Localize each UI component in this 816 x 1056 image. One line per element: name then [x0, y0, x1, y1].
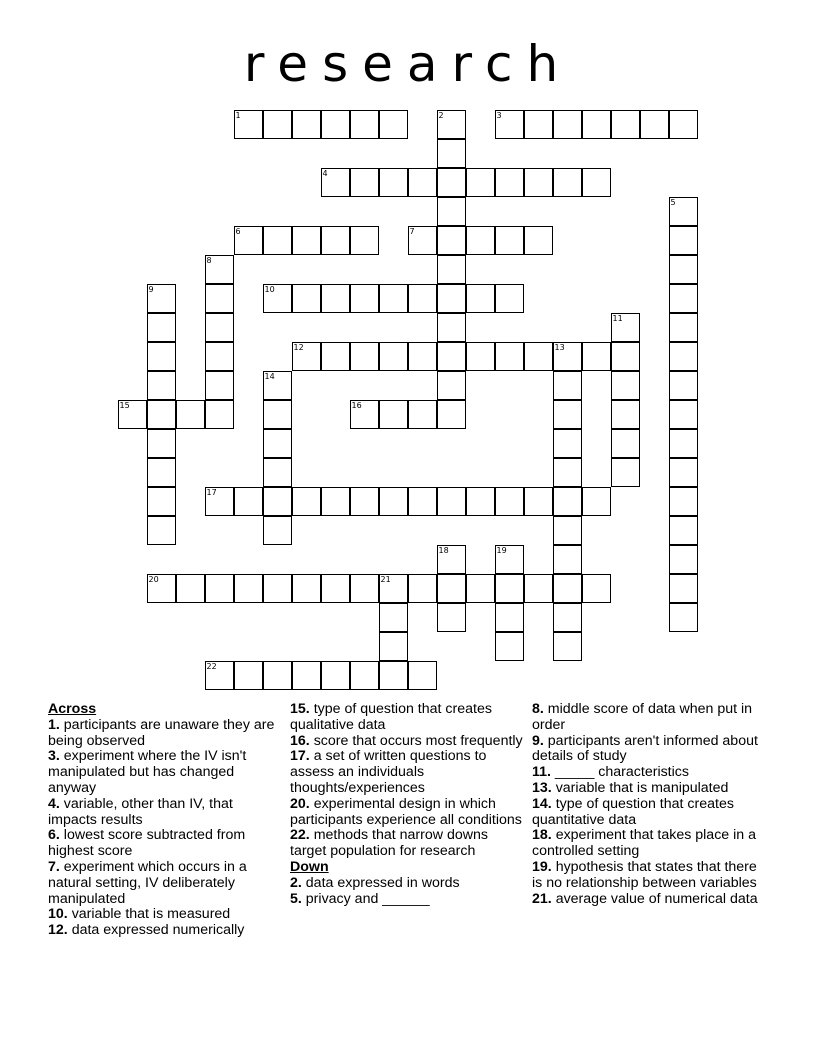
grid-cell[interactable] [147, 487, 176, 516]
grid-cell[interactable] [263, 661, 292, 690]
grid-cell[interactable] [350, 284, 379, 313]
grid-cell[interactable] [669, 371, 698, 400]
grid-cell[interactable] [553, 342, 582, 371]
grid-cell[interactable] [234, 110, 263, 139]
grid-cell[interactable] [582, 110, 611, 139]
grid-cell[interactable] [553, 574, 582, 603]
clue-down-19: 19. hypothesis that states that there is no relationship between variables [532, 858, 757, 891]
grid-cell[interactable] [437, 371, 466, 400]
clue-across-22: 22. methods that narrow downs target population for research [290, 827, 488, 860]
grid-cell[interactable] [582, 168, 611, 197]
grid-cell[interactable] [205, 574, 234, 603]
clue-number: 7 [409, 226, 415, 236]
grid-cell[interactable] [147, 371, 176, 400]
grid-cell[interactable] [379, 487, 408, 516]
clue-across-6: 6. lowest score subtracted from highest score [48, 827, 246, 860]
grid-cell[interactable] [205, 487, 234, 516]
grid-cell[interactable] [350, 487, 379, 516]
grid-cell[interactable] [437, 400, 466, 429]
grid-cell[interactable] [379, 400, 408, 429]
grid-cell[interactable] [495, 574, 524, 603]
grid-cell[interactable] [669, 487, 698, 516]
grid-cell[interactable] [234, 574, 263, 603]
clue-number: 5 [670, 197, 676, 207]
grid-cell[interactable] [495, 342, 524, 371]
grid-cell[interactable] [350, 342, 379, 371]
grid-cell[interactable] [495, 226, 524, 255]
grid-cell[interactable] [611, 429, 640, 458]
grid-cell[interactable] [234, 487, 263, 516]
grid-cell[interactable] [582, 342, 611, 371]
grid-cell[interactable] [205, 284, 234, 313]
grid-cell[interactable] [466, 342, 495, 371]
grid-cell[interactable] [147, 313, 176, 342]
grid-cell[interactable] [176, 574, 205, 603]
grid-cell[interactable] [553, 545, 582, 574]
grid-cell[interactable] [437, 574, 466, 603]
grid-cell[interactable] [466, 284, 495, 313]
grid-cell[interactable] [408, 487, 437, 516]
down-heading: Down [290, 858, 329, 875]
grid-cell[interactable] [234, 226, 263, 255]
clue-across-10: 10. variable that is measured [48, 906, 231, 923]
grid-cell[interactable] [147, 429, 176, 458]
grid-cell[interactable] [437, 313, 466, 342]
grid-cell[interactable] [205, 313, 234, 342]
grid-cell[interactable] [379, 632, 408, 661]
grid-cell[interactable] [350, 168, 379, 197]
clue-number: 17 [206, 487, 217, 497]
grid-cell[interactable] [379, 342, 408, 371]
grid-cell[interactable] [640, 110, 669, 139]
clue-number: 12 [293, 342, 304, 352]
grid-cell[interactable] [350, 574, 379, 603]
grid-cell[interactable] [437, 168, 466, 197]
clue-across-7: 7. experiment which occurs in a natural setting, IV deliberately manipulated [48, 858, 247, 907]
grid-cell[interactable] [292, 226, 321, 255]
across-heading: Across [48, 701, 97, 717]
grid-cell[interactable] [321, 487, 350, 516]
grid-cell[interactable] [669, 574, 698, 603]
grid-cell[interactable] [263, 516, 292, 545]
clue-across-16: 16. score that occurs most frequently [290, 732, 523, 749]
grid-cell[interactable] [437, 139, 466, 168]
grid-cell[interactable] [263, 371, 292, 400]
grid-cell[interactable] [524, 226, 553, 255]
grid-cell[interactable] [553, 632, 582, 661]
grid-cell[interactable] [466, 574, 495, 603]
grid-cell[interactable] [321, 168, 350, 197]
clue-across-17: 17. a set of written questions to assess an individuals thoughts/experiences [290, 748, 487, 796]
grid-cell[interactable] [205, 661, 234, 690]
clue-number: 4 [322, 168, 328, 178]
clue-across-1: 1. participants are unaware they are being observed [48, 716, 275, 749]
grid-cell[interactable] [611, 313, 640, 342]
clues-column-3 [532, 702, 770, 907]
clue-number: 2 [438, 110, 444, 120]
grid-cell[interactable] [379, 603, 408, 632]
grid-cell[interactable] [553, 429, 582, 458]
grid-cell[interactable] [669, 110, 698, 139]
grid-cell[interactable] [669, 516, 698, 545]
grid-cell[interactable] [553, 603, 582, 632]
grid-cell[interactable] [408, 574, 437, 603]
grid-cell[interactable] [437, 197, 466, 226]
grid-cell[interactable] [205, 400, 234, 429]
grid-cell[interactable] [263, 458, 292, 487]
clue-number: 14 [264, 371, 275, 381]
grid-cell[interactable] [553, 487, 582, 516]
puzzle-title: research [243, 35, 573, 93]
grid-cell[interactable] [437, 342, 466, 371]
clue-number: 19 [496, 545, 507, 555]
grid-cell[interactable] [437, 110, 466, 139]
grid-cell[interactable] [466, 487, 495, 516]
grid-cell[interactable] [292, 487, 321, 516]
grid-cell[interactable] [205, 255, 234, 284]
grid-cell[interactable] [234, 661, 263, 690]
grid-cell[interactable] [263, 284, 292, 313]
grid-cell[interactable] [147, 458, 176, 487]
grid-cell[interactable] [321, 226, 350, 255]
grid-cell[interactable] [495, 284, 524, 313]
grid-cell[interactable] [292, 574, 321, 603]
clue-number: 13 [554, 342, 565, 352]
grid-cell[interactable] [437, 284, 466, 313]
clue-number: 11 [612, 313, 623, 323]
grid-cell[interactable] [408, 226, 437, 255]
grid-cell[interactable] [321, 342, 350, 371]
grid-cell[interactable] [292, 342, 321, 371]
clue-number: 20 [148, 574, 159, 584]
grid-cell[interactable] [321, 110, 350, 139]
grid-cell[interactable] [263, 429, 292, 458]
clue-down-2: 2. data expressed in words [290, 874, 460, 891]
grid-cell[interactable] [553, 400, 582, 429]
grid-cell[interactable] [582, 487, 611, 516]
grid-cell[interactable] [524, 168, 553, 197]
clue-down-18: 18. experiment that takes place in a controlled setting [532, 827, 757, 860]
grid-cell[interactable] [205, 342, 234, 371]
clue-across-15: 15. type of question that creates qualitative data [290, 701, 492, 733]
clue-number: 10 [264, 284, 275, 294]
clue-number: 15 [119, 400, 130, 410]
grid-cell[interactable] [379, 661, 408, 690]
clue-number: 21 [380, 574, 391, 584]
clue-down-14: 14. type of question that creates quantitative data [532, 795, 734, 828]
grid-cell[interactable] [292, 661, 321, 690]
grid-cell[interactable] [669, 400, 698, 429]
grid-cell[interactable] [669, 342, 698, 371]
grid-cell[interactable] [611, 458, 640, 487]
grid-cell[interactable] [495, 545, 524, 574]
grid-cell[interactable] [147, 516, 176, 545]
grid-cell[interactable] [408, 400, 437, 429]
grid-cell[interactable] [669, 197, 698, 226]
clues-column-1 [48, 702, 280, 939]
clue-down-5: 5. privacy and ______ [290, 890, 430, 907]
grid-cell[interactable] [321, 661, 350, 690]
clue-number: 18 [438, 545, 449, 555]
grid-cell[interactable] [408, 168, 437, 197]
clue-number: 16 [351, 400, 362, 410]
grid-cell[interactable] [553, 516, 582, 545]
grid-cell[interactable] [147, 284, 176, 313]
grid-cell[interactable] [437, 255, 466, 284]
grid-cell[interactable] [669, 458, 698, 487]
grid-cell[interactable] [379, 284, 408, 313]
clue-number: 3 [496, 110, 502, 120]
clue-number: 8 [206, 255, 212, 265]
grid-cell[interactable] [582, 574, 611, 603]
grid-cell[interactable] [205, 371, 234, 400]
clue-number: 6 [235, 226, 241, 236]
grid-cell[interactable] [263, 487, 292, 516]
clue-across-20: 20. experimental design in which participants experience all conditions [290, 795, 522, 828]
grid-cell[interactable] [321, 284, 350, 313]
grid-cell[interactable] [379, 168, 408, 197]
grid-cell[interactable] [263, 226, 292, 255]
grid-cell[interactable] [437, 603, 466, 632]
grid-cell[interactable] [321, 574, 350, 603]
grid-cell[interactable] [147, 342, 176, 371]
grid-cell[interactable] [408, 284, 437, 313]
grid-cell[interactable] [669, 255, 698, 284]
grid-cell[interactable] [611, 342, 640, 371]
clue-down-13: 13. variable that is manipulated [532, 779, 729, 796]
grid-cell[interactable] [611, 110, 640, 139]
clue-down-9: 9. participants aren't informed about details of study [532, 732, 758, 765]
clue-down-8: 8. middle score of data when put in order [532, 701, 753, 733]
grid-cell[interactable] [437, 545, 466, 574]
grid-cell[interactable] [669, 226, 698, 255]
grid-cell[interactable] [495, 110, 524, 139]
grid-cell[interactable] [466, 168, 495, 197]
grid-cell[interactable] [350, 110, 379, 139]
grid-cell[interactable] [553, 458, 582, 487]
grid-cell[interactable] [350, 661, 379, 690]
clue-across-3: 3. experiment where the IV isn't manipulated but has changed anyway [48, 748, 247, 796]
grid-cell[interactable] [524, 342, 553, 371]
grid-cell[interactable] [495, 632, 524, 661]
clue-down-21: 21. average value of numerical data [532, 890, 758, 907]
grid-cell[interactable] [669, 603, 698, 632]
grid-cell[interactable] [263, 110, 292, 139]
clues-column-2 [290, 702, 528, 907]
grid-cell[interactable] [669, 313, 698, 342]
clue-across-12: 12. data expressed numerically [48, 922, 245, 939]
grid-cell[interactable] [263, 574, 292, 603]
grid-cell[interactable] [350, 226, 379, 255]
grid-cell[interactable] [669, 429, 698, 458]
clue-across-4: 4. variable, other than IV, that impacts results [48, 795, 233, 828]
grid-cell[interactable] [379, 574, 408, 603]
clue-number: 22 [206, 661, 217, 671]
clue-number: 1 [235, 110, 241, 120]
grid-cell[interactable] [408, 342, 437, 371]
grid-cell[interactable] [466, 226, 495, 255]
grid-cell[interactable] [147, 400, 176, 429]
grid-cell[interactable] [553, 371, 582, 400]
grid-cell[interactable] [611, 371, 640, 400]
grid-cell[interactable] [263, 400, 292, 429]
grid-cell[interactable] [408, 661, 437, 690]
grid-cell[interactable] [524, 574, 553, 603]
grid-cell[interactable] [292, 284, 321, 313]
grid-cell[interactable] [292, 110, 321, 139]
grid-cell[interactable] [611, 400, 640, 429]
grid-cell[interactable] [669, 545, 698, 574]
grid-cell[interactable] [147, 574, 176, 603]
grid-cell[interactable] [553, 110, 582, 139]
grid-cell[interactable] [350, 400, 379, 429]
grid-cell[interactable] [524, 487, 553, 516]
grid-cell[interactable] [669, 284, 698, 313]
clue-number: 9 [148, 284, 154, 294]
grid-cell[interactable] [437, 226, 466, 255]
clue-down-11: 11. _____ characteristics [532, 764, 689, 781]
grid-cell[interactable] [524, 110, 553, 139]
grid-cell[interactable] [495, 487, 524, 516]
grid-cell[interactable] [437, 487, 466, 516]
grid-cell[interactable] [495, 168, 524, 197]
grid-cell[interactable] [118, 400, 147, 429]
grid-cell[interactable] [176, 400, 205, 429]
grid-cell[interactable] [553, 168, 582, 197]
grid-cell[interactable] [495, 603, 524, 632]
grid-cell[interactable] [379, 110, 408, 139]
